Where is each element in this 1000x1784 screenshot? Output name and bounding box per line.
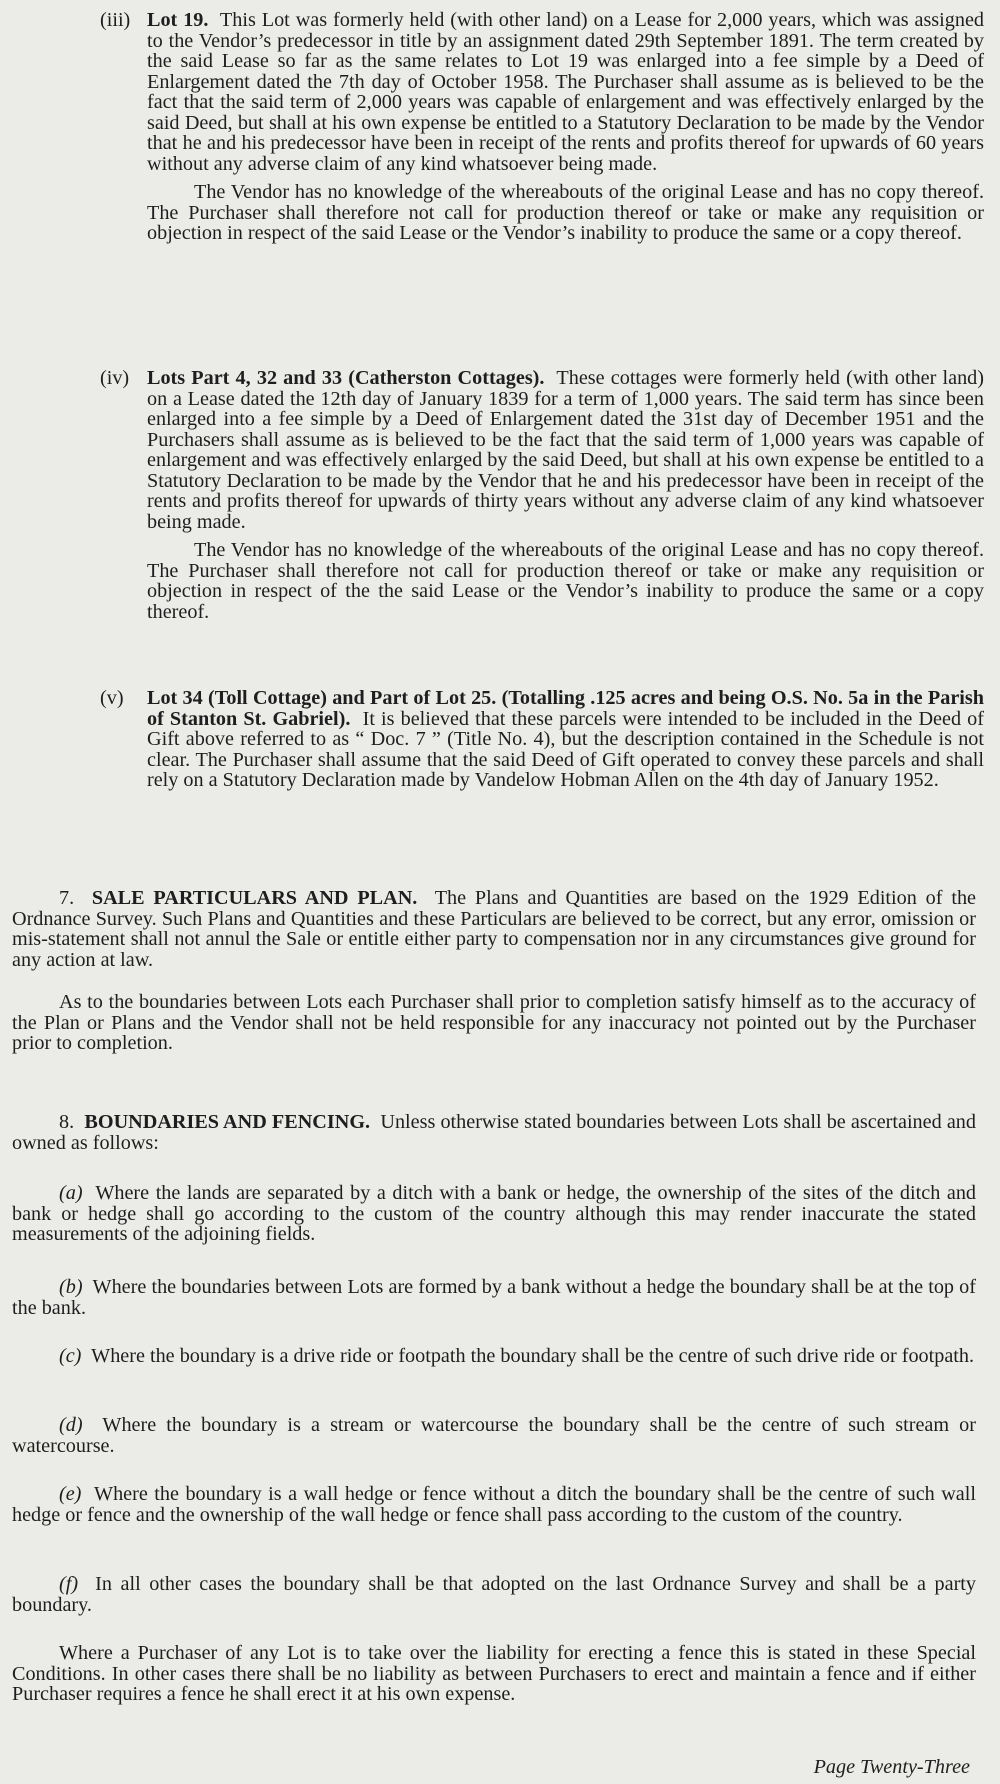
section-8-boundaries	[12, 1112, 976, 1153]
rule-label: (d)	[59, 1414, 83, 1436]
rule-label: (e)	[59, 1483, 82, 1505]
section-paragraph: As to the boundaries between Lots each Purchaser shall prior to completion satisfy himself as to the accuracy of the Plan or Plans and the Vendor shall not be held responsible for any inaccuracy not pointed out by the Purchaser prior to completion.	[12, 991, 976, 1054]
clause-iv-catherston-cottages	[100, 368, 984, 622]
rule-text: Where the boundary is a drive ride or footpath the boundary shall be the centre of such drive ride or footpath.	[91, 1345, 975, 1367]
section-number: 7.	[59, 887, 75, 909]
rule-text: Where the boundaries between Lots are formed by a bank without a hedge the boundary shall be at the top of the bank.	[12, 1276, 976, 1319]
clause-text: These cottages were formerly held (with other land) on a Lease dated the 12th day of January 1839 for a term of 1,000 years. The said term has since been enlarged into a fee simple by a Deed of Enlargement dated the 31st day of December 1951 and the Purchasers shall assume as is believed to be the fact that the said term of 1,000 years was capable of enlargement and was effectively enlarged by the said Deed, but shall at his own expense be entitled to a Statutory Declaration to be made by the Vendor that he and his predecessor have been in receipt of the rents and profits thereof for upwards of thirty years without any adverse claim of any kind whatsoever being made.	[147, 367, 984, 533]
clause-text: It is believed that these parcels were intended to be included in the Deed of Gift above referred to as “ Doc. 7 ” (Title No. 4), but the description contained in the Schedule is not clear. The Purchaser shall assume that the said Deed of Gift operated to convey these parcels and shall rely on a Statutory Declaration made by Vandelow Hobman Allen on the 4th day of January 1952.	[147, 707, 984, 791]
clause-number: (v)	[100, 687, 124, 709]
clause-text: This Lot was formerly held (with other land) on a Lease for 2,000 years, which was assigned to the Vendor’s predecessor in title by an assignment dated 29th September 1891. The term created by the said Lease so far as the same relates to Lot 19 was enlarged into a fee simple by a Deed of Enlargement dated the 7th day of October 1958. The Purchaser shall assume as is believed to be the fact that the said term of 2,000 years was capable of enlargement and was effectively enlarged by the said Deed, but shall at his own expense be entitled to a Statutory Declaration to be made by the Vendor that he and his predecessor have been in receipt of the rents and profits thereof for upwards of 60 years without any adverse claim of any kind whatsoever being made.	[147, 9, 985, 175]
clause-paragraph: The Vendor has no knowledge of the whereabouts of the original Lease and has no copy thereof. The Purchaser shall therefore not call for production thereof or take or make any requisition or objection in respect of the the said Lease or the Vendor’s inability to produce the same or a copy thereof.	[147, 539, 984, 623]
rule-label: (c)	[59, 1345, 82, 1367]
rule-label: (f)	[59, 1573, 79, 1595]
rule-label: (a)	[59, 1182, 83, 1204]
boundary-rule-d	[12, 1415, 976, 1456]
clause-paragraph: The Vendor has no knowledge of the whereabouts of the original Lease and has no copy thereof. The Purchaser shall therefore not call for production thereof or take or make any requisition or objection in respect of the said Lease or the Vendor’s inability to produce the same or a copy thereof.	[147, 181, 984, 244]
rule-label: (b)	[59, 1276, 83, 1298]
boundary-rule-e	[12, 1484, 976, 1525]
boundary-rule-c	[12, 1346, 976, 1367]
rule-text: In all other cases the boundary shall be that adopted on the last Ordnance Survey and shall be a party boundary.	[12, 1573, 976, 1616]
clause-iii-lot-19	[100, 10, 984, 244]
section-7-sale-particulars	[12, 888, 976, 1054]
fencing-liability-paragraph	[12, 1643, 976, 1705]
rule-text: Where the boundary is a wall hedge or fence without a ditch the boundary shall be the centre of such wall hedge or fence and the ownership of the wall hedge or fence shall pass according to the custom of the country.	[12, 1483, 976, 1526]
rule-text: Where the boundary is a stream or watercourse the boundary shall be the centre of such stream or watercourse.	[12, 1414, 976, 1457]
clause-number: (iv)	[100, 367, 130, 389]
boundary-rule-b	[12, 1277, 976, 1318]
clause-heading: Lots Part 4, 32 and 33 (Catherston Cottages).	[147, 367, 545, 389]
boundary-rule-f	[12, 1574, 976, 1615]
page-number: Page Twenty-Three	[813, 1756, 970, 1778]
section-heading: BOUNDARIES AND FENCING.	[84, 1111, 371, 1133]
clause-number: (iii)	[100, 9, 131, 31]
closing-text: Where a Purchaser of any Lot is to take over the liability for erecting a fence this is stated in these Special Conditions. In other cases there shall be no liability as between Purchasers to erect and maintain a fence and if either Purchaser requires a fence he shall erect it at his own expense.	[12, 1642, 976, 1705]
rule-text: Where the lands are separated by a ditch with a bank or hedge, the ownership of the sites of the ditch and bank or hedge shall go according to the custom of the country although this may render inaccurate the stated measurements of the adjoining fields.	[12, 1182, 977, 1245]
clause-v-toll-cottage	[100, 688, 984, 791]
boundary-rule-a	[12, 1183, 976, 1245]
section-text: Unless otherwise stated boundaries between Lots shall be ascertained and owned as follows:	[12, 1111, 976, 1154]
clause-heading: Lot 34 (Toll Cottage) and Part of Lot 25. (Totalling .125 acres and being O.S. No. 5a in the Parish of Stanton St. Gabriel).	[147, 687, 984, 730]
section-heading: SALE PARTICULARS AND PLAN.	[91, 887, 418, 909]
section-text: The Plans and Quantities are based on the 1929 Edition of the Ordnance Survey. Such Plans and Quantities and these Particulars are believed to be correct, but any error, omission or mis-statement shall not annul the Sale or entitle either party to compensation nor in any circumstances give ground for any action at law.	[12, 887, 977, 971]
clause-heading: Lot 19.	[147, 9, 209, 31]
section-number: 8.	[59, 1111, 75, 1133]
